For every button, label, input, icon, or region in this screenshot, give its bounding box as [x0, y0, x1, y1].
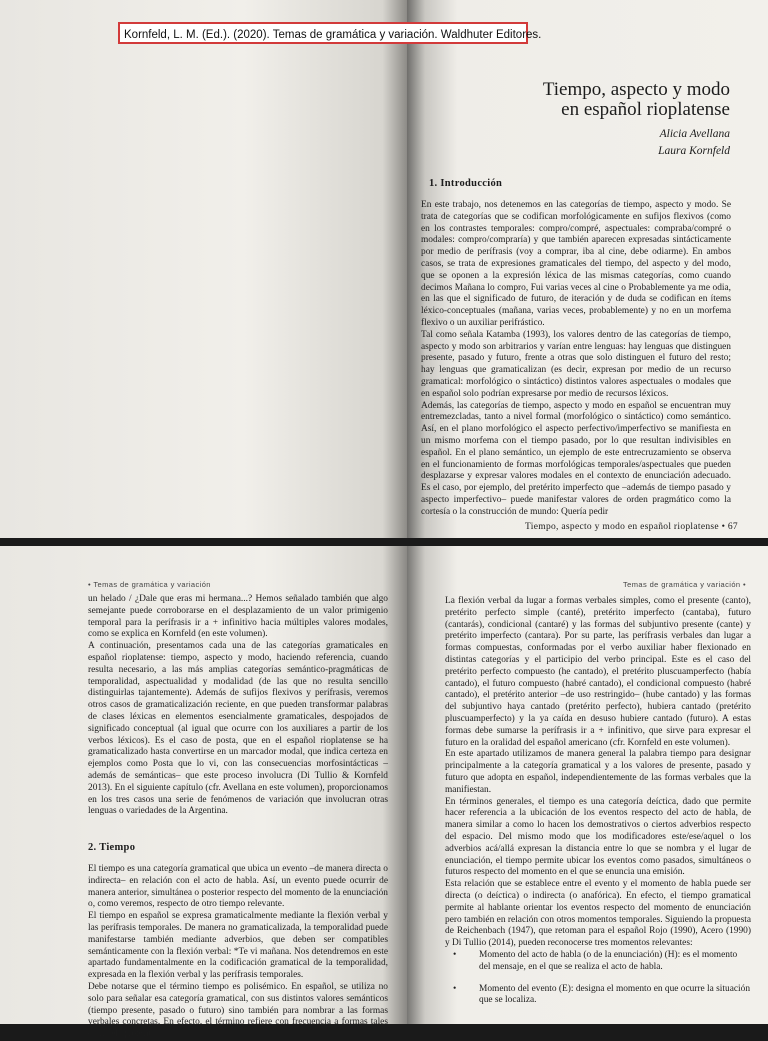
page-top-left [0, 0, 407, 538]
section-heading: 2. Tiempo [88, 842, 136, 853]
chapter-title-line1: Tiempo, aspecto y modo [542, 79, 730, 100]
list-item: • Momento del acto de habla (o de la enunciación) (H): es el momento del mensaje, en el que se realiza el acto de habla. [445, 950, 751, 974]
body-text [421, 200, 731, 519]
paragraph: Esta relación que se establece entre el evento y el momento de habla puede ser directa (o deíctica) o indirecta (o anafórica). En efecto, el tiempo gramatical permite al hablante orientar los eventos respecto del momento de enunciación pero también en relación con otros momentos temporales. Siguiendo la propuesta de Reichenbach (1947), que retoman para el español Rojo (1990), Acero (1990) y Di Tullio (2014), pueden reconocerse tres momentos relevantes: [445, 879, 751, 949]
section-heading: 1. Introducción [429, 178, 503, 189]
paragraph: Tal como señala Katamba (1993), los valores dentro de las categorías de tiempo, aspecto y modo son arbitrarios y varían entre lenguas: hay lenguas que distinguen presente, pasado y futuro, frente a otras que solo distinguen el futuro del resto; hay lenguas que gramaticalizan (es decir, expresan por medio de un recurso gramatical: morfológico o sintáctico) distintos valores aspectuales o modales que en español solo podrían expresarse por medio de recursos léxicos. [421, 329, 731, 399]
citation-box: Kornfeld, L. M. (Ed.). (2020). Temas de gramática y variación. Waldhuter Editores. [118, 22, 528, 44]
paragraph: A continuación, presentamos cada una de las categorías gramaticales en español rioplatense: tiempo, aspecto y modo, haciendo referencia, cuando resulta necesario, a las más amplias categorías semántico-pragmáticas de temporalidad, aspectualidad y modalidad (de las que no resulta sencillo distinguirlas tajantemente). Además de sufijos flexivos y perífrasis, veremos otros casos de gramaticalización reciente, en que pueden transformar palabras de clases léxicas en elementos esencialmente gramaticales, despojados de significado conceptual (al igual que ocurre con los auxiliares a partir de los verbos léxicos). Es el caso de posta, que en el español rioplatense se ha gramaticalizado hasta convertirse en un marcador modal, que indica certeza en ejemplos como Posta que lo vi, con las consecuencias morfosintácticas –además de semánticas– que este proceso involucra (Di Tullio & Kornfeld 2013). En el siguiente capítulo (cfr. Avellana en este volumen), proporcionamos en los tres casos una serie de fenómenos de variación que involucran otras lenguas o variedades de la Argentina. [88, 641, 388, 817]
page-bottom-right [407, 546, 768, 1024]
paragraph: En este trabajo, nos detenemos en las categorías de tiempo, aspecto y modo. Se trata de categorías que se codifican morfológicamente en sufijos flexivos (como en los contrastes temporales: compro/compré, aspectuales: compraba/compré o modales: compro/compraría) y que también aparecen expresadas sintácticamente por medio de perífrasis (voy a comprar, iba al cine, debe odiarme). En ambos casos, se trata de expresiones gramaticales del tiempo, del aspecto y del modo, que se oponen a la expresión léxica de las mismas categorías, como cuando decimos Mañana lo compro, Fui varias veces al cine o Probablemente ya me odia, en las que el significado de futuro, de iteración y de duda se codifican en ítems léxico-conceptuales (mañana, varias veces, probablemente) y no en un morfema flexivo o un auxiliar perifrástico. [421, 200, 731, 328]
paragraph: un helado / ¿Dale que eras mi hermana...? Hemos señalado también que algo semejante puede corroborarse en el desplazamiento de un valor primigenio temporal para la perífrasis ir a + infinitivo hacia múltiples valores modales, como se explica en Kornfeld (en este volumen). [88, 594, 388, 640]
paragraph: Debe notarse que el término tiempo es polisémico. En español, se utiliza no solo para señalar esa categoría gramatical, con sus distintos valores semánticos (tiempo presente, pasado o futuro) sino también para nombrar a las formas verbales concretas. En efecto, el término refiere con frecuencia a formas tales como el "pretérito [88, 981, 388, 1040]
authors [658, 126, 730, 160]
page-bottom-left [0, 546, 407, 1040]
chapter-title [543, 80, 730, 120]
paragraph: El tiempo es una categoría gramatical que ubica un evento –de manera directa o indirecta– en relación con el acto de habla. Así, un evento puede ocurrir de manera anterior, simultánea o posterior respecto del momento de la enunciación o, como veremos, respecto de otro tiempo relevante. [88, 864, 388, 910]
author-name: Alicia Avellana [659, 128, 730, 140]
running-head: • Temas de gramática y variación [88, 580, 211, 589]
page-top-right [407, 0, 768, 538]
bullet-list [445, 950, 751, 1017]
paragraph: Además, las categorías de tiempo, aspecto y modo en español se encuentran muy entremezcladas, tanto a nivel formal (morfológico o sintáctico) como semántico. Así, en el plano morfológico el aspecto perfectivo/imperfectivo se manifiesta en un mismo morfema con el tiempo pasado, por lo que resultan indivisibles en español. En el plano semántico, un ejemplo de este entrecruzamiento se observa en el funcionamiento de formas morfológicas temporales/aspectuales que pueden desplazarse y expresar valores modales en el contexto de enunciación adecuado. Es el caso, por ejemplo, del pretérito imperfecto que –además de tiempo pasado y aspecto imperfectivo– puede manifestar valores de orden pragmático como la cortesía o la construcción de mundo: Quería pedir [421, 400, 731, 517]
list-item: • Momento del evento (E): designa el momento en que ocurre la situación que se localiza. [445, 984, 751, 1008]
body-text [88, 594, 388, 818]
body-text [445, 596, 751, 950]
paragraph: En este apartado utilizamos de manera general la palabra tiempo para designar principalmente a la categoría gramatical y a los valores de presente, pasado y futuro que adopta en español, independientemente de las formas verbales que la manifiestan. [445, 749, 751, 795]
paragraph: El tiempo en español se expresa gramaticalmente mediante la flexión verbal y las perífrasis temporales. De manera no gramaticalizada, la temporalidad puede manifestarse también mediante adverbios, que deben ser compatibles semánticamente con la flexión verbal: *Te vi mañana. Nos detendremos en este apartado fundamentalmente en la codificación gramatical de la temporalidad, expresada en la flexión verbal y las perífrasis temporales. [88, 911, 388, 981]
page-footer: Tiempo, aspecto y modo en español rioplatense • 67 [525, 522, 738, 532]
author-name: Laura Kornfeld [658, 145, 730, 157]
running-head: Temas de gramática y variación • [623, 580, 746, 589]
body-text [88, 864, 388, 1041]
paragraph: En términos generales, el tiempo es una categoría deíctica, dado que permite hacer referencia a la ubicación de los eventos respecto del acto de habla, de manera similar a como lo hacen los demostrativos o ciertos adverbios respecto del espacio. Del mismo modo que los modificadores este/ese/aquel o los adverbios acá/allá expresan la distancia entre lo que se nombra y el lugar de enunciación, el tiempo permite ubicar los eventos como pasados, simultáneos o futuros respecto del momento en el que se enuncia una emisión. [445, 796, 751, 878]
paragraph: La flexión verbal da lugar a formas verbales simples, como el presente (canto), pretérito perfecto simple (canté), pretérito imperfecto (cantaba), futuro (cantarás), condicional (cantaré) y las formas del subjuntivo presente (cante) y pretérito imperfecto (cantara). Por su parte, las perífrasis verbales dan lugar a formas compuestas, conformadas por el verbo auxiliar haber flexionado en distintas categorías y el participio del verbo principal. Este es el caso del pretérito perfecto compuesto (he cantado), el pretérito pluscuamperfecto (había cantado), el futuro compuesto (habré cantado), el condicional compuesto (habré cantado), el pretérito anterior –de uso restringido– (hube cantado) y las formas del subjuntivo haya cantado (pretérito perfecto), hubiera cantado (pretérito pluscuamperfecto) y la ya caída en desuso hubiere cantado (futuro). A estas formas debe sumarse la perífrasis ir a + infinitivo, que sirve para expresar el futuro en la oralidad del español americano (cfr. Kornfeld en este volumen). [445, 596, 751, 748]
chapter-title-line2: en español rioplatense [561, 99, 730, 120]
